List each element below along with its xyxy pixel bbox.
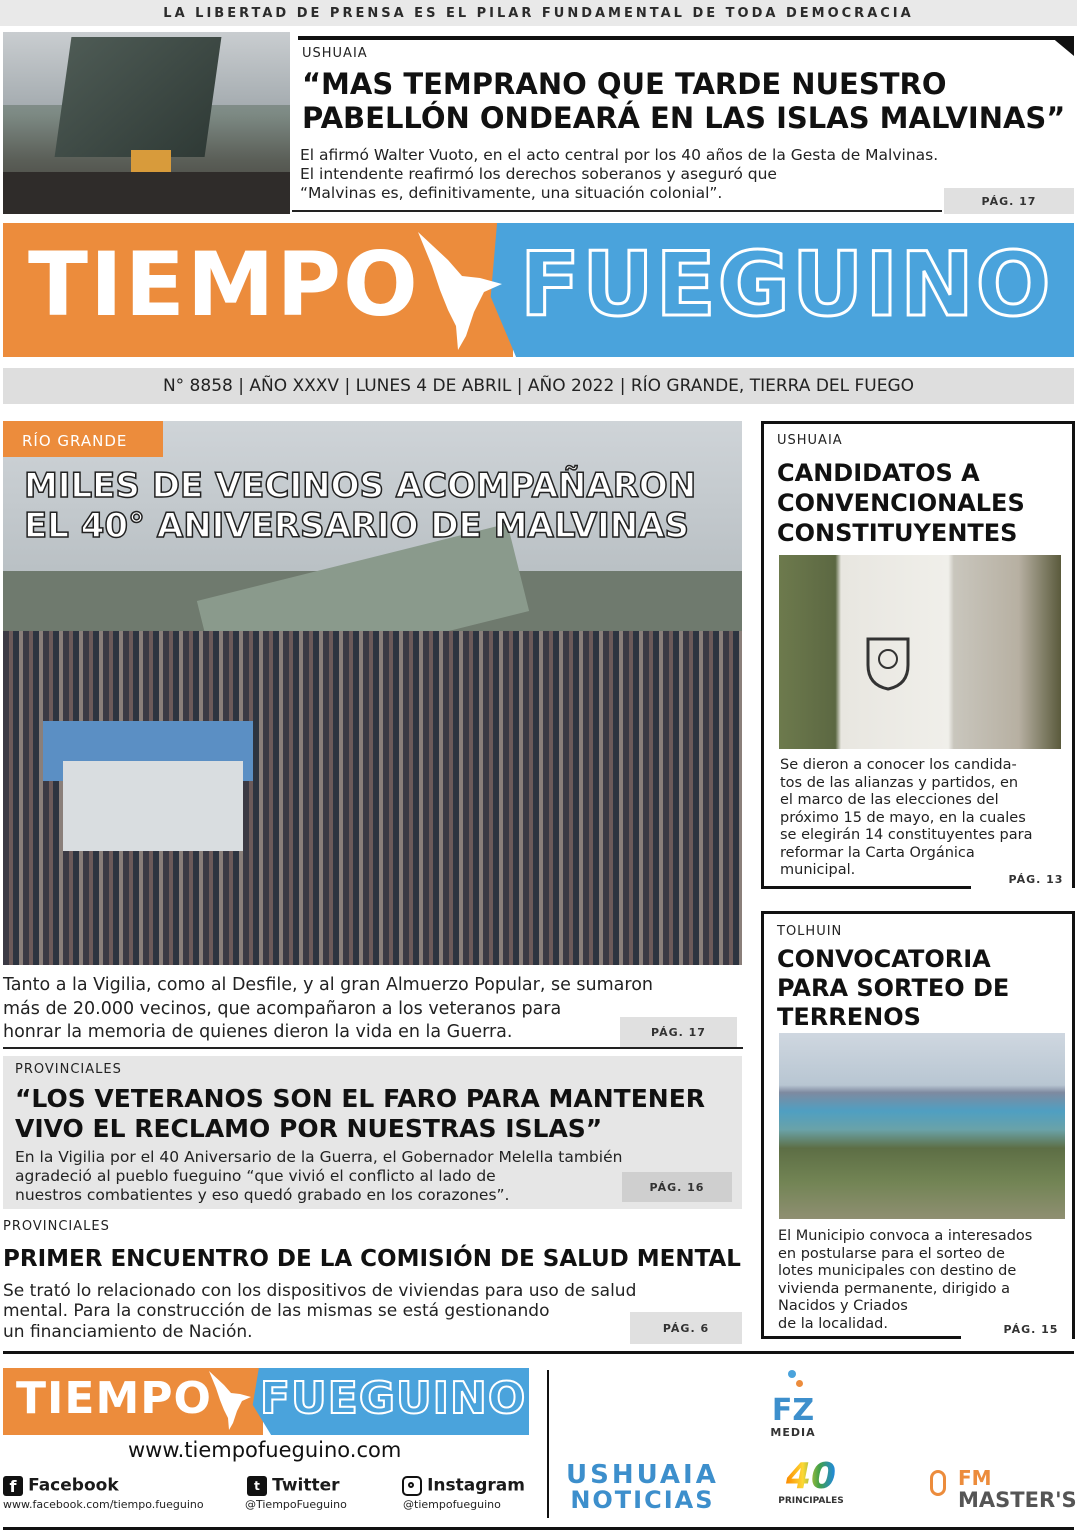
instagram-handle[interactable]: @tiempofueguino	[403, 1498, 501, 1511]
main-story-body-2: más de 20.000 vecinos, que acompañaron a los veteranos para	[3, 999, 562, 1019]
top-story-page: PÁG. 17	[944, 188, 1074, 214]
top-story-body-3: “Malvinas es, definitivamente, una situación colonial”.	[300, 184, 723, 202]
top-story-headline-2[interactable]: PABELLÓN ONDEARÁ EN LAS ISLAS MALVINAS”	[302, 101, 1066, 135]
issue-info-bar: N° 8858 | AÑO XXXV | LUNES 4 DE ABRIL | AÑO 2022 | RÍO GRANDE, TIERRA DEL FUEGO	[3, 368, 1074, 404]
fz-dots-icon	[768, 1368, 818, 1396]
top-story-rule	[298, 36, 1064, 40]
veterans-story-body-3: nuestros combatientes y eso quedó grabado en los corazones”.	[15, 1186, 510, 1204]
facebook-link[interactable]	[3, 1475, 119, 1496]
main-story-body-1: Tanto a la Vigilia, como al Desfile, y al gran Almuerzo Popular, se sumaron	[3, 975, 654, 995]
twitter-handle[interactable]: @TiempoFueguino	[245, 1498, 347, 1511]
instagram-label: Instagram	[427, 1475, 525, 1496]
instagram-link[interactable]	[402, 1475, 525, 1496]
land-story-photo	[779, 1033, 1065, 1219]
top-story-body-2: El intendente reafirmó los derechos soberanos y aseguró que	[300, 165, 777, 183]
candidates-story-headline-2[interactable]: CONVENCIONALES	[777, 489, 1025, 517]
main-story-headline-1[interactable]: MILES DE VECINOS ACOMPAÑARON	[24, 466, 697, 506]
land-story-page: PÁG. 15	[1003, 1323, 1059, 1336]
footer-divider	[547, 1370, 549, 1518]
top-story-headline-1[interactable]: “MAS TEMPRANO QUE TARDE NUESTRO	[302, 67, 947, 101]
top-story-body-1: El afirmó Walter Vuoto, en el acto central por los 40 años de la Gesta de Malvinas.	[300, 146, 939, 164]
health-story-kicker: PROVINCIALES	[3, 1219, 110, 1234]
top-story-photo	[3, 32, 290, 214]
candidates-story-headline-1[interactable]: CANDIDATOS A	[777, 459, 980, 487]
land-story-kicker: TOLHUIN	[777, 924, 843, 939]
veterans-story-body-1: En la Vigilia por el 40 Aniversario de la Guerra, el Gobernador Melella también	[15, 1148, 623, 1166]
footer-bottom-rule	[3, 1527, 1074, 1530]
land-story-headline-2[interactable]: PARA SORTEO DE	[777, 974, 1010, 1002]
footer-top-rule	[3, 1351, 1074, 1354]
footer-website-link[interactable]: www.tiempofueguino.com	[128, 1438, 402, 1462]
top-story-kicker: USHUAIA	[302, 46, 368, 61]
corner-tab	[1050, 36, 1074, 56]
motto-banner: LA LIBERTAD DE PRENSA ES EL PILAR FUNDAMENTAL DE TODA DEMOCRACIA	[0, 0, 1077, 26]
veterans-story-headline-1[interactable]: “LOS VETERANOS SON EL FARO PARA MANTENER	[15, 1084, 706, 1113]
microphone-icon	[930, 1470, 946, 1496]
veterans-story-page: PÁG. 16	[622, 1172, 732, 1202]
ushuaia-noticias-logo[interactable]: USHUAIA NOTICIAS	[566, 1460, 719, 1514]
twitter-label: Twitter	[272, 1475, 340, 1496]
facebook-icon: f	[3, 1476, 23, 1496]
candidates-story-kicker: USHUAIA	[777, 433, 843, 448]
facebook-label: Facebook	[28, 1475, 119, 1496]
land-story-underline	[761, 1336, 961, 1339]
footer-logo-tiempo: TIEMPO	[16, 1373, 212, 1424]
health-story-page: PÁG. 6	[630, 1312, 742, 1344]
40-principales-logo[interactable]: 40 PRINCIPALES	[770, 1458, 852, 1506]
masthead-tiempo: TIEMPO	[28, 233, 420, 336]
main-story-page: PÁG. 17	[620, 1017, 737, 1047]
land-story-headline-3[interactable]: TERRENOS	[777, 1003, 921, 1031]
twitter-icon: t	[247, 1476, 267, 1496]
footer-logo-fueguino: FUEGUINO	[260, 1373, 527, 1424]
candidates-story-page: PÁG. 13	[1008, 873, 1064, 886]
veterans-story-headline-2[interactable]: VIVO EL RECLAMO POR NUESTRAS ISLAS”	[15, 1114, 603, 1143]
health-story-body-2: mental. Para la construcción de las mismas se está gestionando	[3, 1301, 550, 1321]
land-story-body: El Municipio convoca a interesados en postularse para el sorteo de lotes municipales con destino de vivienda permanente, dirigido a Nacidos y Criados de la localidad.	[778, 1228, 1033, 1332]
main-story-kicker: RÍO GRANDE	[22, 432, 128, 450]
main-story-headline-2[interactable]: EL 40° ANIVERSARIO DE MALVINAS	[24, 506, 690, 546]
candidates-story-headline-3[interactable]: CONSTITUYENTES	[777, 519, 1018, 547]
candidates-story-photo	[779, 555, 1061, 749]
footer-albatross-icon	[205, 1368, 255, 1434]
health-story-body-1: Se trató lo relacionado con los dispositivos de viviendas para uso de salud	[3, 1281, 637, 1301]
facebook-handle[interactable]: www.facebook.com/tiempo.fueguino	[3, 1498, 204, 1511]
land-story-headline-1[interactable]: CONVOCATORIA	[777, 945, 991, 973]
health-story-headline[interactable]: PRIMER ENCUENTRO DE LA COMISIÓN DE SALUD MENTAL	[3, 1246, 741, 1272]
veterans-story-body-2: agradeció al pueblo fueguino “que vivió el conflicto al lado de	[15, 1167, 496, 1185]
main-story-underline	[3, 1047, 743, 1049]
twitter-link[interactable]	[247, 1475, 340, 1496]
fz-media-logo[interactable]: FZ MEDIA	[768, 1368, 818, 1448]
albatross-logo-icon	[410, 226, 510, 354]
candidates-story-underline	[761, 886, 971, 889]
veterans-story-kicker: PROVINCIALES	[15, 1062, 122, 1077]
top-story-underline	[292, 210, 942, 212]
instagram-icon	[402, 1476, 422, 1496]
masthead-fueguino: FUEGUINO	[520, 233, 1053, 336]
candidates-story-body: Se dieron a conocer los candida- tos de las alianzas y partidos, en el marco de las elecciones del próximo 15 de mayo, en la cuales se elegirán 14 constituyentes para reformar la Carta Orgánica municipal.	[780, 757, 1033, 878]
health-story-body-3: un financiamiento de Nación.	[3, 1322, 253, 1342]
main-story-body-3: honrar la memoria de quienes dieron la vida en la Guerra.	[3, 1022, 513, 1042]
